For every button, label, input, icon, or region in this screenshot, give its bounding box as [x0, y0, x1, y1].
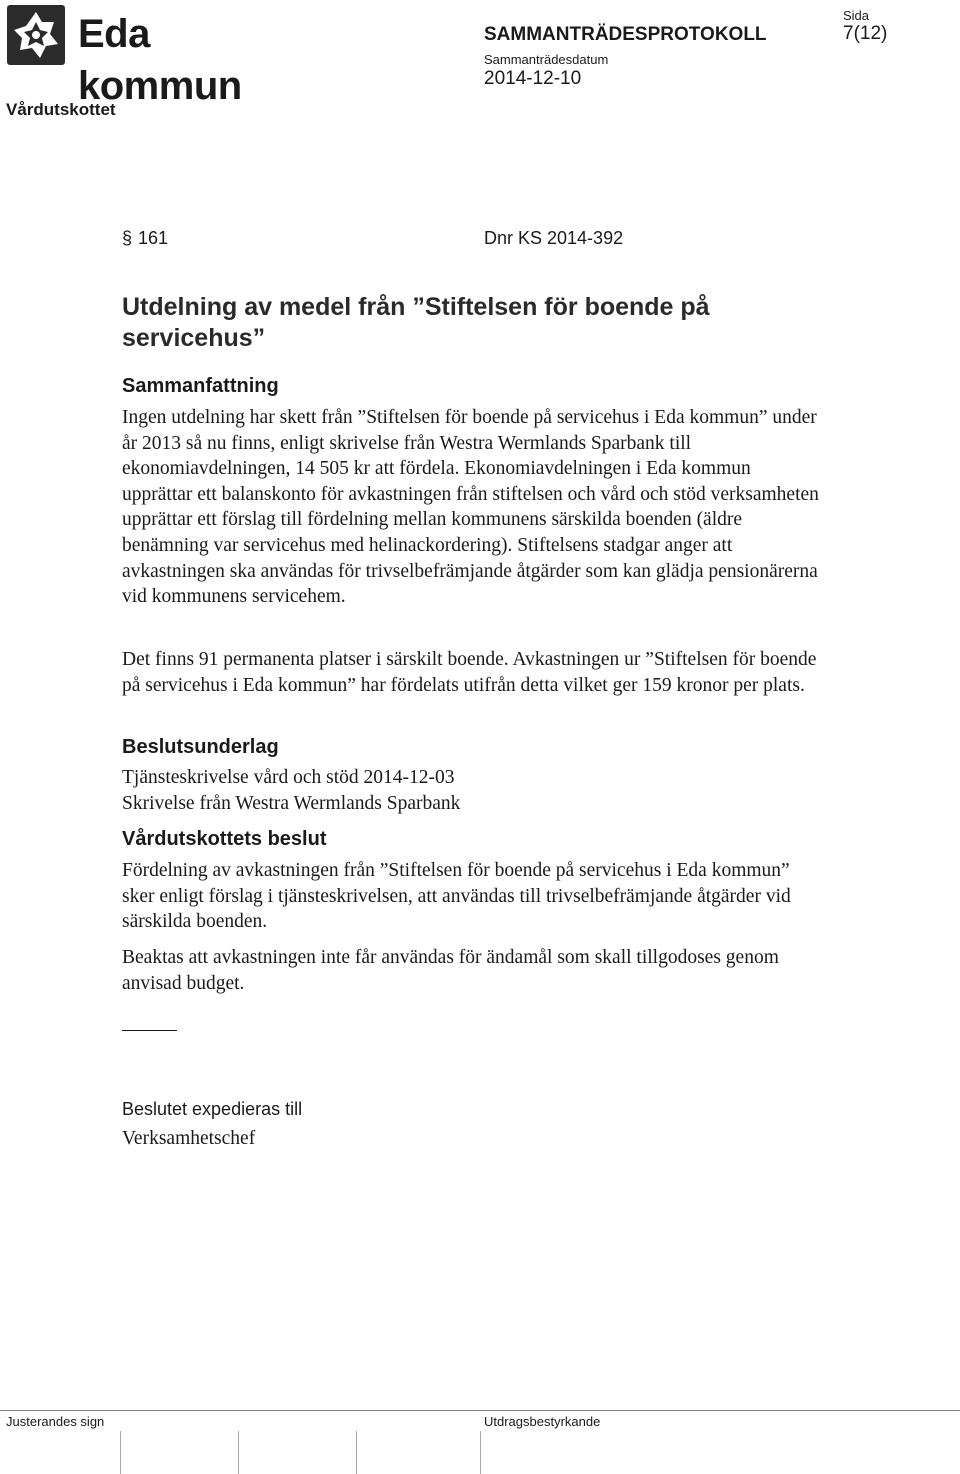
decision-heading: Vårdutskottets beslut — [122, 828, 327, 850]
paragraph-number: 161 — [138, 228, 169, 248]
section-sign: § — [122, 228, 133, 248]
registration-number: Dnr KS 2014-392 — [484, 228, 624, 248]
signature-box-divider — [238, 1431, 239, 1474]
separator-line — [122, 1030, 177, 1031]
meeting-date-label: Sammanträdesdatum — [484, 52, 609, 67]
dispatch-label: Beslutet expedieras till — [122, 1099, 303, 1119]
footer-divider — [0, 1410, 960, 1411]
signature-box-divider — [480, 1431, 481, 1474]
page-title: Utdelning av medel från ”Stiftelsen för boende på servicehus” — [122, 293, 710, 352]
logo-wordmark: Eda kommun — [78, 12, 242, 108]
municipality-logo — [6, 4, 306, 108]
basis-item: Tjänsteskrivelse vård och stöd 2014-12-03 — [122, 767, 455, 788]
summary-paragraph-2: Det finns 91 permanenta platser i särskilt boende. Avkastningen ur ”Stiftelsen för boende på servicehus i Eda kommun” har fördelats utifrån detta vilket ger 159 kronor per plats. — [122, 649, 817, 696]
signature-box-divider — [356, 1431, 357, 1474]
document-type: SAMMANTRÄDESPROTOKOLL — [484, 24, 767, 45]
signature-box-divider — [120, 1431, 121, 1474]
extract-certification-label: Utdragsbestyrkande — [484, 1414, 601, 1429]
dispatch-recipient: Verksamhetschef — [122, 1128, 256, 1149]
basis-heading: Beslutsunderlag — [122, 736, 279, 758]
decision-paragraph-2: Beaktas att avkastningen inte får användas för ändamål som skall tillgodoses genom anvisad budget. — [122, 947, 779, 994]
basis-item: Skrivelse från Westra Wermlands Sparbank — [122, 793, 461, 814]
page-number: 7(12) — [843, 23, 888, 44]
adjuster-sign-label: Justerandes sign — [6, 1414, 105, 1429]
committee-name: Vårdutskottet — [6, 100, 116, 119]
summary-paragraph-1: Ingen utdelning har skett från ”Stiftelsen för boende på servicehus i Eda kommun” under år 2013 så nu finns, enligt skrivelse från Westra Wermlands Sparbank till ekonomiavdelningen, 14 505 kr att fördela. Ekonomiavdelningen i Eda kommun upprättar ett balanskonto för avkastningen från stiftelsen och vård och stöd verksamheten upprättar ett förslag till fördelning mellan kommunens särskilda boenden (äldre benämning var servicehus med helinackordering). Stiftelsens stadgar anger att avkastningen ska användas för trivselbefrämjande åtgärder som kan glädja pensionärerna vid kommunens servicehem. — [122, 407, 819, 608]
meeting-date-value: 2014-12-10 — [484, 68, 582, 89]
page-label: Sida — [843, 8, 870, 23]
summary-heading: Sammanfattning — [122, 375, 279, 397]
coat-of-arms-icon — [6, 4, 68, 66]
decision-paragraph-1: Fördelning av avkastningen från ”Stiftelsen för boende på servicehus i Eda kommun” sker enligt förslag i tjänsteskrivelsen, att användas till trivselbefrämjande åtgärder vid särskilda boenden. — [122, 860, 791, 933]
